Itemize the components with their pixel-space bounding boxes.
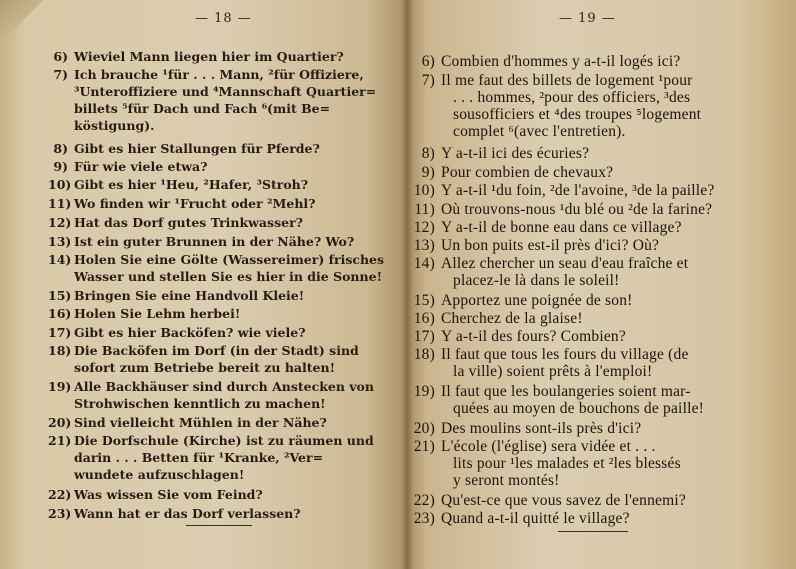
phrase-item bbox=[413, 219, 682, 236]
item-number: 21) bbox=[413, 438, 435, 455]
item-text: Des moulins sont-ils près d'ici? bbox=[441, 420, 642, 437]
item-number: 18) bbox=[48, 343, 72, 358]
item-text: Un bon puits est-il près d'ici? Où? bbox=[441, 237, 660, 254]
phrase-item bbox=[48, 505, 301, 522]
phrase-item bbox=[413, 182, 714, 199]
phrase-item bbox=[413, 164, 613, 181]
item-number: 11) bbox=[414, 201, 435, 218]
phrase-item bbox=[413, 201, 712, 218]
item-text: Ist ein guter Brunnen in der Nähe? Wo? bbox=[74, 234, 355, 249]
item-text: Gibt es hier Stallungen für Pferde? bbox=[74, 141, 320, 156]
item-text: y seront montés! bbox=[453, 472, 560, 489]
phrase-item bbox=[48, 305, 240, 322]
item-text: Il faut que les boulangeries soient mar- bbox=[441, 383, 691, 400]
item-text: wundete aufzuschlagen! bbox=[74, 467, 245, 482]
item-text: Wann hat er das Dorf verlassen? bbox=[74, 506, 301, 521]
phrase-item bbox=[413, 255, 688, 289]
phrase-item bbox=[48, 342, 359, 376]
phrase-item bbox=[413, 310, 583, 327]
item-number: 12) bbox=[48, 215, 72, 230]
item-text: Hat das Dorf gutes Trinkwasser? bbox=[74, 215, 303, 230]
item-number: 18) bbox=[413, 346, 435, 363]
item-text: Was wissen Sie vom Feind? bbox=[74, 487, 263, 502]
item-text: placez-le là dans le soleil! bbox=[453, 272, 620, 289]
item-number: 16) bbox=[413, 310, 435, 327]
phrase-item bbox=[48, 140, 320, 157]
item-text: Cherchez de la glaise! bbox=[441, 310, 583, 327]
item-number: 21) bbox=[48, 433, 72, 448]
item-text: Wo finden wir ¹Frucht oder ²Mehl? bbox=[74, 196, 316, 211]
item-text: darin . . . Betten für ¹Kranke, ²Ver= bbox=[74, 450, 324, 465]
item-text: Wasser und stellen Sie es hier in die Sonne! bbox=[74, 269, 383, 284]
item-number: 19) bbox=[413, 383, 435, 400]
phrase-item bbox=[48, 486, 263, 503]
item-number: 23) bbox=[413, 510, 435, 527]
item-number: 6) bbox=[53, 49, 68, 64]
item-number: 11) bbox=[48, 196, 72, 211]
phrase-item bbox=[413, 492, 686, 509]
item-text: Für wie viele etwa? bbox=[74, 159, 208, 174]
item-text: Strohwischen kenntlich zu machen! bbox=[74, 396, 326, 411]
page-number-right: — 19 — bbox=[559, 11, 616, 26]
item-text: Combien d'hommes y a-t-il logés ici? bbox=[441, 53, 681, 70]
item-number: 6) bbox=[421, 53, 435, 70]
phrase-item bbox=[413, 237, 659, 254]
phrase-item bbox=[48, 48, 344, 65]
item-number: 13) bbox=[413, 237, 435, 254]
item-text: Où trouvons-nous ¹du blé ou ²de la farine? bbox=[441, 201, 713, 218]
phrase-item bbox=[48, 158, 207, 175]
phrase-item bbox=[413, 292, 633, 309]
item-text: Holen Sie eine Gölte (Wassereimer) frisches bbox=[74, 252, 385, 267]
item-number: 15) bbox=[48, 288, 72, 303]
phrase-item bbox=[413, 420, 641, 437]
item-text: L'école (l'église) sera vidée et . . . bbox=[441, 438, 656, 455]
item-text: quées au moyen de bouchons de paille! bbox=[453, 400, 705, 417]
item-number: 7) bbox=[421, 72, 435, 89]
item-number: 17) bbox=[413, 328, 435, 345]
phrase-item bbox=[48, 195, 316, 212]
item-text: Quand a-t-il quitté le village? bbox=[441, 510, 630, 527]
item-number: 8) bbox=[53, 141, 68, 156]
phrase-item bbox=[413, 510, 630, 527]
item-text: Y a-t-il ¹du foin, ²de l'avoine, ³de la paille? bbox=[441, 182, 715, 199]
item-text: Il me faut des billets de logement ¹pour bbox=[441, 72, 693, 89]
phrase-item bbox=[413, 438, 681, 489]
phrase-item bbox=[48, 233, 354, 250]
item-text: Il faut que tous les fours du village (de bbox=[441, 346, 689, 363]
item-text: Qu'est-ce que vous savez de l'ennemi? bbox=[441, 492, 686, 509]
phrase-item bbox=[413, 383, 704, 417]
page-number-left: — 18 — bbox=[195, 11, 252, 26]
item-text: köstigung). bbox=[74, 118, 155, 133]
item-number: 9) bbox=[421, 164, 435, 181]
item-number: 19) bbox=[48, 379, 72, 394]
item-text: . . . hommes, ²pour des officiers, ³des bbox=[453, 89, 691, 106]
phrase-item bbox=[413, 72, 701, 140]
item-text: lits pour ¹les malades et ²les blessés bbox=[453, 455, 681, 472]
item-number: 20) bbox=[413, 420, 435, 437]
item-number: 14) bbox=[48, 252, 72, 267]
item-text: Apportez une poignée de son! bbox=[441, 292, 633, 309]
closing-rule bbox=[558, 531, 628, 532]
item-text: ³Unteroffiziere und ⁴Mannschaft Quartier= bbox=[74, 84, 377, 99]
item-number: 20) bbox=[48, 415, 72, 430]
item-number: 7) bbox=[53, 67, 68, 82]
item-text: Bringen Sie eine Handvoll Kleie! bbox=[74, 288, 305, 303]
phrase-item bbox=[413, 328, 626, 345]
phrase-item bbox=[48, 176, 308, 193]
book-gutter bbox=[401, 0, 413, 569]
item-text: Alle Backhäuser sind durch Anstecken von bbox=[74, 379, 374, 394]
item-text: Die Dorfschule (Kirche) ist zu räumen und bbox=[74, 433, 374, 448]
phrase-item bbox=[48, 287, 304, 304]
closing-rule bbox=[186, 525, 252, 526]
phrase-item bbox=[48, 432, 374, 483]
item-text: sousofficiers et ⁴des troupes ⁵logement bbox=[453, 106, 702, 123]
item-number: 8) bbox=[421, 145, 435, 162]
item-number: 17) bbox=[48, 325, 72, 340]
folded-corner bbox=[0, 0, 48, 48]
item-number: 16) bbox=[48, 306, 72, 321]
phrase-item bbox=[48, 251, 384, 285]
item-text: la ville) soient prêts à l'emploi! bbox=[453, 363, 653, 380]
phrase-item bbox=[48, 66, 376, 134]
phrase-item bbox=[413, 346, 689, 380]
item-text: billets ⁵für Dach und Fach ⁶(mit Be= bbox=[74, 101, 331, 116]
item-number: 22) bbox=[413, 492, 435, 509]
item-number: 13) bbox=[48, 234, 72, 249]
phrase-item bbox=[413, 145, 589, 162]
phrase-item bbox=[48, 324, 306, 341]
item-text: Wieviel Mann liegen hier im Quartier? bbox=[74, 49, 344, 64]
item-text: sofort zum Betriebe bereit zu halten! bbox=[74, 360, 336, 375]
item-text: Sind vielleicht Mühlen in der Nähe? bbox=[74, 415, 327, 430]
item-text: Gibt es hier Backöfen? wie viele? bbox=[74, 325, 306, 340]
right-page bbox=[407, 0, 796, 569]
phrase-item bbox=[48, 378, 374, 412]
item-text: Ich brauche ¹für . . . Mann, ²für Offiziere, bbox=[74, 67, 364, 82]
item-number: 22) bbox=[48, 487, 72, 502]
item-text: Gibt es hier ¹Heu, ²Hafer, ³Stroh? bbox=[74, 177, 309, 192]
phrase-item bbox=[413, 53, 680, 70]
item-text: Pour combien de chevaux? bbox=[441, 164, 614, 181]
item-number: 23) bbox=[48, 506, 72, 521]
item-number: 10) bbox=[48, 177, 72, 192]
phrase-item bbox=[48, 214, 303, 231]
item-text: Y a-t-il de bonne eau dans ce village? bbox=[441, 219, 682, 236]
item-number: 15) bbox=[413, 292, 435, 309]
item-text: Die Backöfen im Dorf (in der Stadt) sind bbox=[74, 343, 359, 358]
phrase-item bbox=[48, 414, 327, 431]
item-text: Y a-t-il des fours? Combien? bbox=[441, 328, 626, 345]
item-text: Allez chercher un seau d'eau fraîche et bbox=[441, 255, 689, 272]
item-number: 14) bbox=[413, 255, 435, 272]
item-text: complet ⁶(avec l'entretien). bbox=[453, 123, 626, 140]
item-number: 10) bbox=[413, 182, 435, 199]
item-text: Holen Sie Lehm herbei! bbox=[74, 306, 241, 321]
item-number: 9) bbox=[53, 159, 68, 174]
item-text: Y a-t-il ici des écuries? bbox=[441, 145, 590, 162]
item-number: 12) bbox=[413, 219, 435, 236]
